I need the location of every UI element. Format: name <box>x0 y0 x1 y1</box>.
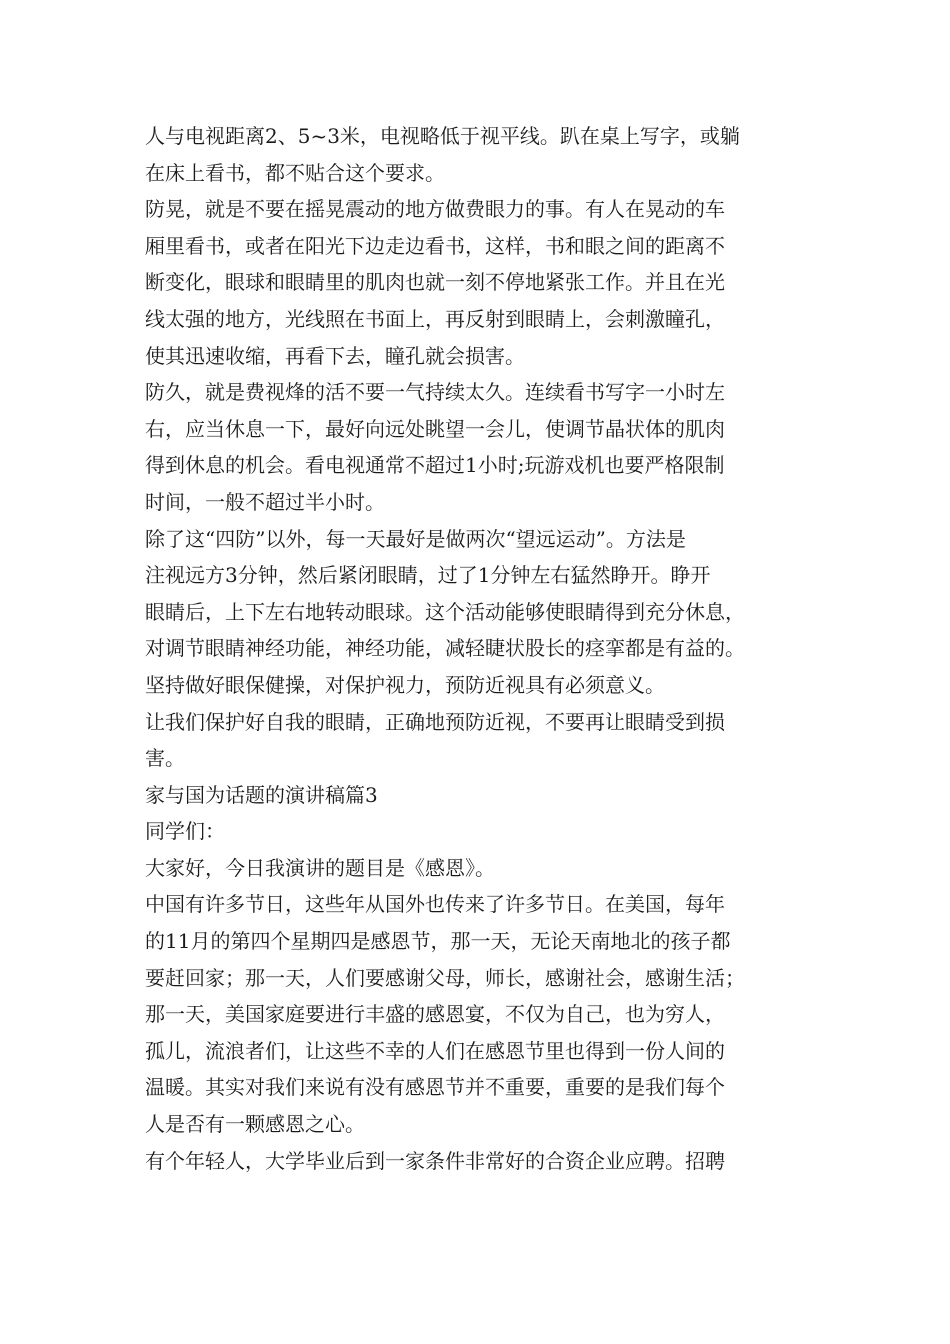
paragraph-prevent-shaking: 防晃，就是不要在摇晃震动的地方做费眼力的事。有人在晃动的车 厢里看书，或者在阳光下边走边看书，这样，书和眼之间的距离不 断变化，眼球和眼睛里的肌肉也就一刻不停地紧张工作。并且在光 线太强的地方，光线照在书面上，再反射到眼睛上，会刺激瞳孔， 使其迅速收缩，再看下去，瞳孔就会损害。 <box>145 197 725 368</box>
section-heading: 家与国为话题的演讲稿篇3 <box>145 782 378 807</box>
paragraph-young-man: 有个年轻人，大学毕业后到一家条件非常好的合资企业应聘。招聘 <box>145 1148 725 1173</box>
salutation: 同学们： <box>145 819 225 844</box>
document-body <box>145 118 825 1179</box>
paragraph-viewing-distance: 人与电视距离2、5~3米，电视略低于视平线。趴在桌上写字，或躺 在床上看书，都不贴合这个要求。 <box>145 124 740 185</box>
paragraph-thanksgiving: 中国有许多节日，这些年从国外也传来了许多节日。在美国，每年 的11月的第四个星期四是感恩节，那一天，无论天南地北的孩子都 要赶回家；那一天，人们要感谢父母，师长，感谢社会，感谢生活； 那一天，美国家庭要进行丰盛的感恩宴，不仅为自己，也为穷人， 孤儿，流浪者们，让这些不幸的人们在感恩节里也得到一份人间的 温暖。其实对我们来说有没有感恩节并不重要，重要的是我们每个 人是否有一颗感恩之心。 <box>145 892 745 1137</box>
paragraph-protect-eyes: 让我们保护好自我的眼睛，正确地预防近视，不要再让眼睛受到损 害。 <box>145 709 725 771</box>
paragraph-distance-exercise: 除了这“四防”以外，每一天最好是做两次“望远运动”。方法是 注视远方3分钟，然后紧闭眼睛，过了1分钟左右猛然睁开。睁开 眼睛后，上下左右地转动眼球。这个活动能够使眼睛得到充分休息， 对调节眼睛神经功能，神经功能，减轻睫状股长的痉挛都是有益的。 <box>145 526 745 661</box>
paragraph-eye-exercise: 坚持做好眼保健操，对保护视力，预防近视具有必须意义。 <box>145 672 665 697</box>
paragraph-prevent-long-use: 防久，就是费视烽的活不要一气持续太久。连续看书写字一小时左 右，应当休息一下，最好向远处眺望一会儿，使调节晶状体的肌肉 得到休息的机会。看电视通常不超过1小时;玩游戏机也要严格限制 时间，一般不超过半小时。 <box>145 380 725 514</box>
paragraph-speech-topic: 大家好，今日我演讲的题目是《感恩》。 <box>145 855 495 880</box>
